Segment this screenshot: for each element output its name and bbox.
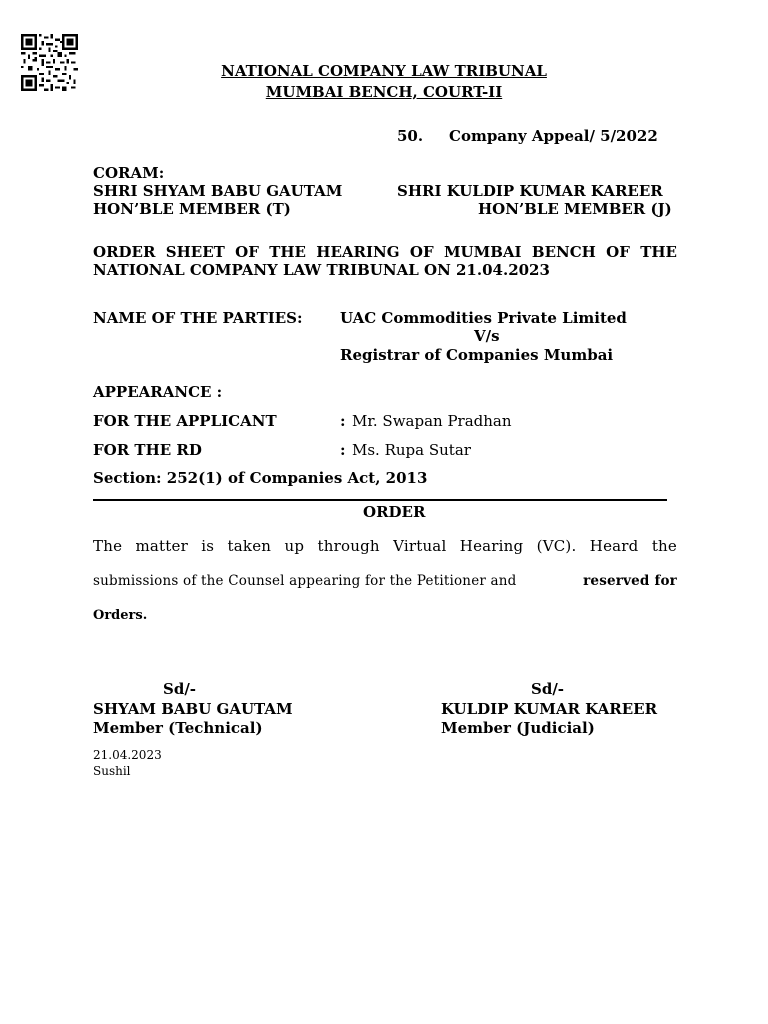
divider-rule <box>93 499 667 501</box>
footer-initials: Sushil <box>93 764 131 778</box>
coram-label: CORAM: <box>93 164 165 182</box>
versus-label: V/s <box>474 327 500 345</box>
order-sheet-line2: NATIONAL COMPANY LAW TRIBUNAL ON 21.04.2023 <box>93 261 550 279</box>
applicant-label: FOR THE APPLICANT <box>93 412 277 430</box>
member2-name: SHRI KULDIP KUMAR KAREER <box>397 182 663 200</box>
bench-title: MUMBAI BENCH, COURT-II <box>265 83 503 101</box>
parties-label: NAME OF THE PARTIES: <box>93 309 303 327</box>
member2-title: HON’BLE MEMBER (J) <box>478 200 672 218</box>
right-signatory-role: Member (Judicial) <box>441 719 595 737</box>
section-reference: Section: 252(1) of Companies Act, 2013 <box>93 469 428 487</box>
applicant-colon: : <box>340 412 346 430</box>
footer-date: 21.04.2023 <box>93 748 162 762</box>
order-title: ORDER <box>363 503 426 521</box>
applicant-counsel: Mr. Swapan Pradhan <box>352 412 512 430</box>
order-sheet-line1: ORDER SHEET OF THE HEARING OF MUMBAI BENCH OF THE <box>93 243 677 261</box>
item-number: 50. <box>397 127 424 145</box>
rd-colon: : <box>340 441 346 459</box>
party-respondent: Registrar of Companies Mumbai <box>340 346 614 364</box>
order-text-line2 <box>93 573 677 589</box>
tribunal-title: NATIONAL COMPANY LAW TRIBUNAL <box>221 62 547 80</box>
order-text-line2-regular: submissions of the Counsel appearing for the Petitioner and <box>93 573 517 589</box>
order-text-line3: Orders. <box>93 608 148 623</box>
left-signatory-name: SHYAM BABU GAUTAM <box>93 700 293 718</box>
appeal-number: Company Appeal/ 5/2022 <box>449 127 658 145</box>
appearance-label: APPEARANCE : <box>93 383 223 401</box>
order-text-reserved: reserved for <box>583 573 677 589</box>
left-sd: Sd/- <box>163 680 197 698</box>
rd-label: FOR THE RD <box>93 441 202 459</box>
party-appellant: UAC Commodities Private Limited <box>340 309 627 327</box>
right-signatory-name: KULDIP KUMAR KAREER <box>441 700 658 718</box>
rd-counsel: Ms. Rupa Sutar <box>352 441 471 459</box>
left-signatory-role: Member (Technical) <box>93 719 263 737</box>
right-sd: Sd/- <box>531 680 565 698</box>
member1-title: HON’BLE MEMBER (T) <box>93 200 291 218</box>
member1-name: SHRI SHYAM BABU GAUTAM <box>93 182 343 200</box>
order-text-line1: The matter is taken up through Virtual Hearing (VC). Heard the <box>93 537 677 555</box>
